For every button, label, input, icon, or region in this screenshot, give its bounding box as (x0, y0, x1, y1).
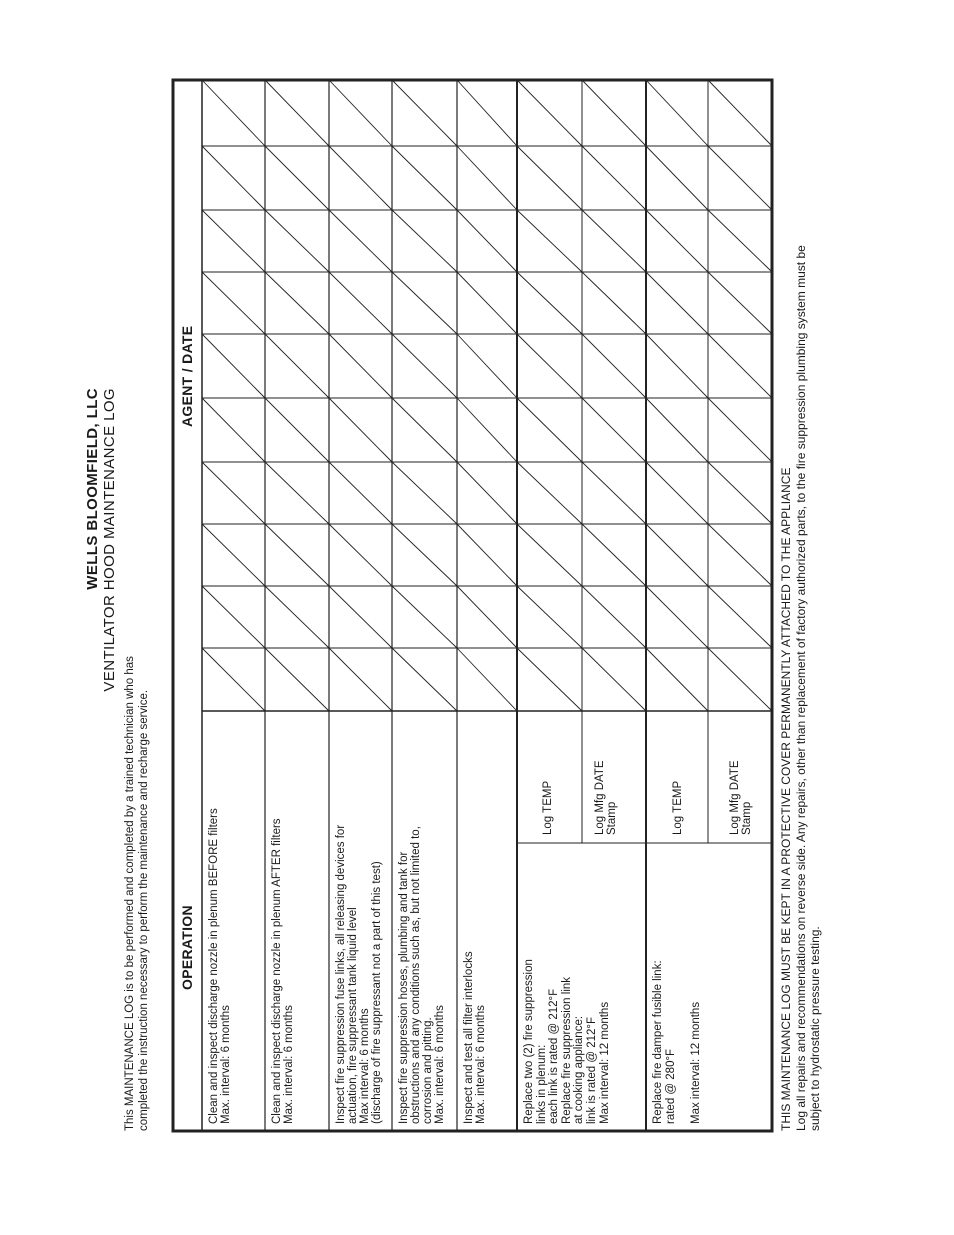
operation-row-3-line: actuation, fire suppressant tank liquid level (347, 907, 359, 1124)
agent-date-cell-diagonal (202, 210, 265, 272)
agent-date-cell-diagonal (329, 210, 392, 272)
agent-date-cell-diagonal (457, 648, 517, 711)
agent-date-cell-diagonal (646, 80, 708, 146)
agent-date-cell-diagonal (708, 210, 772, 272)
agent-date-cell-diagonal (202, 524, 265, 586)
agent-date-cell-diagonal (265, 398, 329, 462)
agent-date-cell-diagonal (582, 272, 646, 334)
operation-row-4-line: obstructions and any conditions such as, but not limited to, (410, 826, 422, 1124)
agent-date-cell-diagonal (517, 210, 582, 272)
agent-date-cell-diagonal (392, 524, 457, 586)
agent-date-cell-diagonal (392, 210, 457, 272)
agent-date-cell-diagonal (582, 398, 646, 462)
agent-date-cell-diagonal (646, 648, 708, 711)
group_a-text-line: Replace two (2) fire suppression (523, 959, 535, 1124)
group_a-sub1-label: Log TEMP (542, 780, 554, 835)
group_a-text-line: Replace fire suppression link (560, 976, 573, 1124)
footer-warning: THIS MAINTENANCE LOG MUST BE KEPT IN A PROTECTIVE COVER PERMANENTLY ATTACHED TO THE APPLIANCE (779, 467, 793, 1131)
operation-row-2-line: Clean and inspect discharge nozzle in plenum AFTER filters (271, 818, 283, 1124)
agent-date-cell-diagonal (202, 648, 265, 711)
agent-date-cell-diagonal (646, 334, 708, 398)
agent-date-cell-diagonal (329, 524, 392, 586)
operation-row-3-line: (discharge of fire suppressant not a part of this test) (371, 861, 383, 1124)
agent-date-cell-diagonal (202, 398, 265, 462)
operation-row-1-line: Max. interval: 6 months (220, 1005, 232, 1124)
operation-row-2-line: Max. interval: 6 months (283, 1005, 295, 1124)
footer-line-3: subject to hydrostatic pressure testing. (808, 926, 822, 1131)
agent-date-cell-diagonal (392, 146, 457, 210)
agent-date-cell-diagonal (202, 146, 265, 210)
agent-date-cell-diagonal (517, 80, 582, 146)
agent-date-cell-diagonal (582, 334, 646, 398)
agent-date-cell-diagonal (517, 146, 582, 210)
agent-date-cell-diagonal (582, 210, 646, 272)
agent-date-cell-diagonal (265, 524, 329, 586)
agent-date-cell-diagonal (646, 524, 708, 586)
operation-row-3-line: Max interval: 6 months (359, 1008, 371, 1124)
agent-date-cell-diagonal (708, 334, 772, 398)
agent-date-cell-diagonal (265, 146, 329, 210)
operation-row-4-line: Max. interval: 6 months (434, 1005, 446, 1124)
agent-date-cell-diagonal (708, 398, 772, 462)
group_b-text-line: Max interval: 12 months (689, 1001, 702, 1124)
agent-date-cell-diagonal (582, 80, 646, 146)
agent-date-cell-diagonal (457, 210, 517, 272)
agent-date-cell-diagonal (329, 586, 392, 648)
agent-date-cell-diagonal (329, 80, 392, 146)
agent-date-cell-diagonal (708, 146, 772, 210)
agent-date-cell-diagonal (646, 462, 708, 524)
agent-date-cell-diagonal (646, 146, 708, 210)
operation-row-1-line: Clean and inspect discharge nozzle in plenum BEFORE filters (208, 808, 220, 1124)
agent-date-cell-diagonal (265, 80, 329, 146)
agent-date-cell-diagonal (329, 398, 392, 462)
group_a-sub2-label: Log Mfg DATE (594, 760, 606, 835)
agent-date-cell-diagonal (202, 272, 265, 334)
operation-row-4-line: corrosion and pitting. (422, 1017, 434, 1124)
agent-date-cell-diagonal (392, 586, 457, 648)
agent-date-cell-diagonal (265, 462, 329, 524)
operation-row-4-line: Inspect fire suppression hoses, plumbing and tank for (398, 851, 410, 1124)
agent-date-cell-diagonal (392, 272, 457, 334)
group_a-text-line: link is rated @ 212°F (586, 1016, 598, 1124)
agent-date-cell-diagonal (457, 80, 517, 146)
agent-date-cell-diagonal (392, 334, 457, 398)
agent-date-cell-diagonal (329, 334, 392, 398)
group_b-text-line: rated @ 280°F (664, 1048, 677, 1124)
agent-date-cell-diagonal (646, 586, 708, 648)
operation-row-3-line: Inspect fire suppression fuse links, all releasing devices for (335, 824, 347, 1124)
agent-date-cell-diagonal (329, 272, 392, 334)
agent-date-cell-diagonal (582, 524, 646, 586)
agent-date-cell-diagonal (392, 398, 457, 462)
agent-date-cell-diagonal (517, 272, 582, 334)
agent-date-cell-diagonal (265, 210, 329, 272)
agent-date-cell-diagonal (517, 462, 582, 524)
agent-date-cell-diagonal (708, 272, 772, 334)
agent-date-cell-diagonal (392, 462, 457, 524)
agent-date-cell-diagonal (329, 648, 392, 711)
agent-date-cell-diagonal (582, 648, 646, 711)
log-title: VENTILATOR HOOD MAINTENANCE LOG (101, 388, 118, 692)
intro-line-1: This MAINTENANCE LOG is to be performed and completed by a trained technician who has (124, 656, 136, 1131)
group_a-text-line: each link is rated @ 212°F (548, 988, 561, 1124)
agent-date-cell-diagonal (582, 146, 646, 210)
group_a-text-line: at cooking appliance: (573, 1015, 586, 1124)
agent-date-cell-diagonal (202, 586, 265, 648)
agent-date-cell-diagonal (392, 648, 457, 711)
operation-header: OPERATION (179, 905, 195, 990)
agent-date-cell-diagonal (646, 398, 708, 462)
agent-date-cell-diagonal (517, 586, 582, 648)
group_b-sub1-label: Log TEMP (672, 780, 684, 835)
agent-date-cell-diagonal (265, 648, 329, 711)
agent-date-cell-diagonal (457, 334, 517, 398)
company-name: WELLS BLOOMFIELD, LLC (84, 388, 101, 590)
agent-date-cell-diagonal (457, 524, 517, 586)
agent-date-cell-diagonal (708, 462, 772, 524)
group_a-sub2-label: Stamp (606, 801, 618, 835)
agent-date-cell-diagonal (329, 462, 392, 524)
agent-date-cell-diagonal (202, 462, 265, 524)
agent-date-cell-diagonal (457, 398, 517, 462)
agent-date-cell-diagonal (265, 272, 329, 334)
agent-date-cell-diagonal (457, 146, 517, 210)
agent-date-cell-diagonal (329, 146, 392, 210)
agent-date-cell-diagonal (392, 80, 457, 146)
agent-date-cell-diagonal (646, 272, 708, 334)
agent-date-cell-diagonal (517, 524, 582, 586)
agent-date-cell-diagonal (582, 586, 646, 648)
agent-date-cell-diagonal (708, 524, 772, 586)
group_b-sub2-label: Log Mfg DATE (729, 760, 741, 835)
agent-date-cell-diagonal (517, 334, 582, 398)
agent-date-cell-diagonal (708, 80, 772, 146)
agent-date-cell-diagonal (202, 80, 265, 146)
operation-row-5-line: Inspect and test all filter interlocks (463, 951, 475, 1124)
agent-date-cell-diagonal (202, 334, 265, 398)
agent-date-cell-diagonal (708, 648, 772, 711)
agent-date-cell-diagonal (517, 648, 582, 711)
agent-date-cell-diagonal (265, 586, 329, 648)
operation-row-5-line: Max. interval: 6 months (475, 1005, 487, 1124)
agent-date-cell-diagonal (646, 210, 708, 272)
footer-line-2: Log all repairs and recommendations on reverse side. Any repairs, other than replacement of factory authorized parts, to the fire suppression plumbing system must be (794, 245, 808, 1131)
agent-date-cell-diagonal (457, 586, 517, 648)
intro-line-2: completed the instruction necessary to perform the maintenance and recharge service. (138, 689, 150, 1131)
agent-date-header: AGENT / DATE (179, 325, 195, 427)
agent-date-cell-diagonal (265, 334, 329, 398)
group_b-text-line: Replace fire damper fusible link: (652, 960, 664, 1124)
group_b-sub2-label: Stamp (741, 801, 753, 835)
agent-date-cell-diagonal (517, 398, 582, 462)
agent-date-cell-diagonal (457, 272, 517, 334)
agent-date-cell-diagonal (582, 462, 646, 524)
agent-date-cell-diagonal (708, 586, 772, 648)
group_a-text-line: Max interval: 12 months (598, 1001, 611, 1124)
agent-date-cell-diagonal (457, 462, 517, 524)
group_a-text-line: links in plenum: (535, 1044, 548, 1124)
